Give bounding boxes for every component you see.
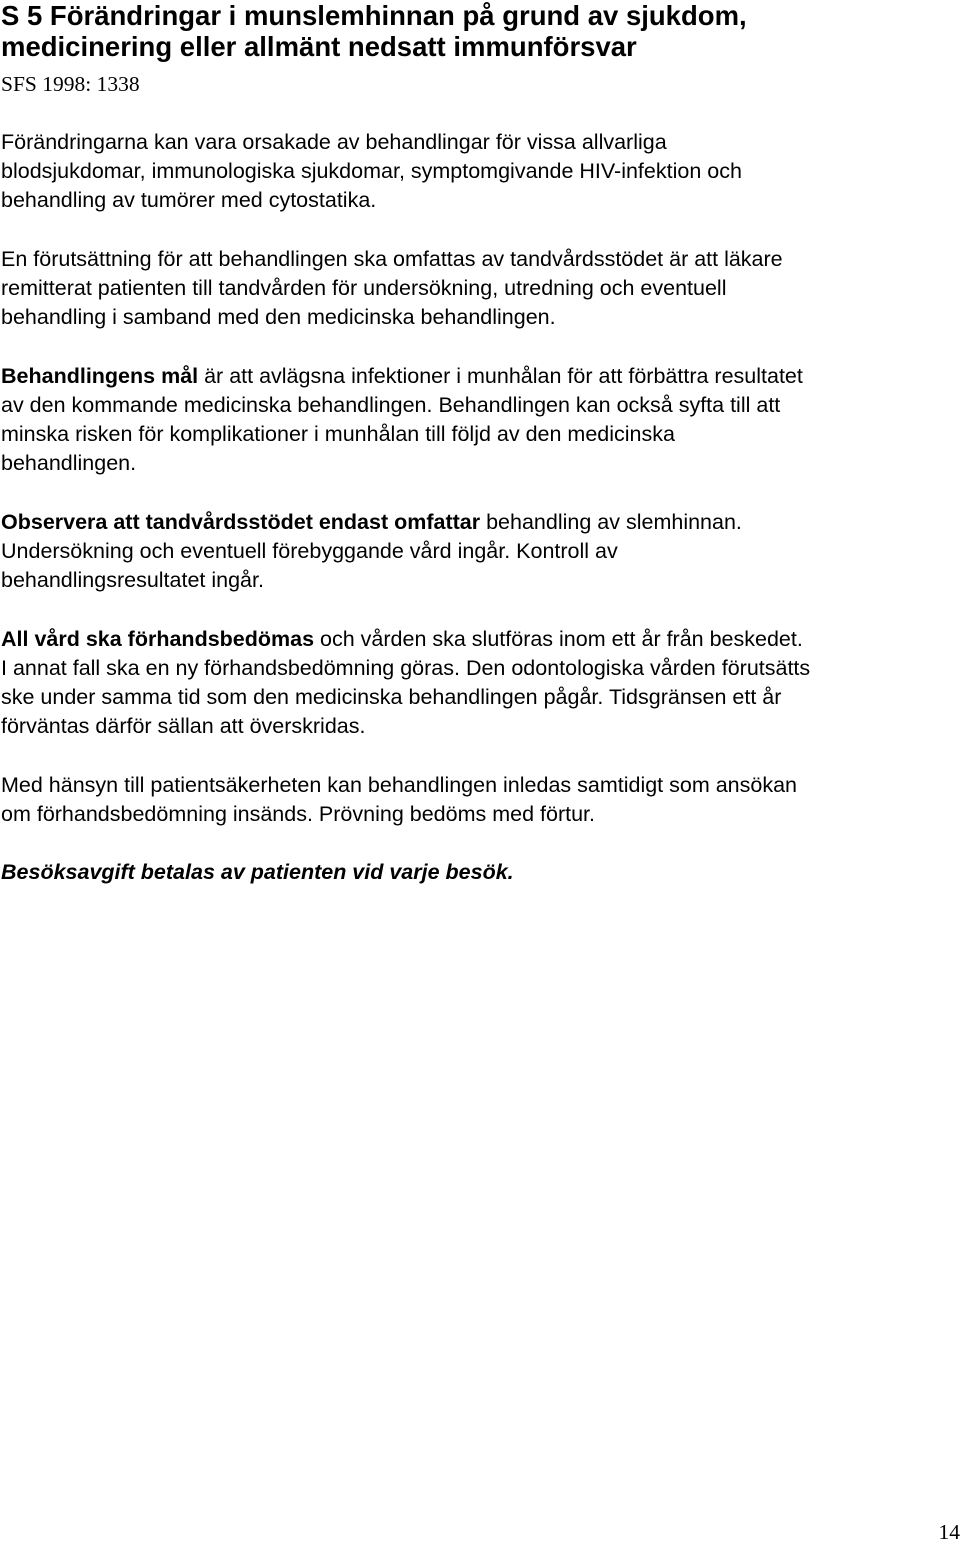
paragraph-referral (1, 245, 956, 332)
text-line: remitterat patienten till tandvården för undersökning, utredning och eventuell (1, 276, 727, 300)
text-line: av den kommande medicinska behandlingen. Behandlingen kan också syfta till att (1, 393, 781, 417)
text-line: minska risken för komplikationer i munhålan till följd av den medicinska (1, 422, 675, 446)
heading-line: S 5 Förändringar i munslemhinnan på grund av sjukdom, (1, 0, 747, 31)
text-line: behandlingsresultatet ingår. (1, 568, 264, 592)
bold-phrase: Observera att tandvårdsstödet endast omfattar (1, 510, 481, 534)
text-run: och vården ska slutföras inom ett år från beskedet. (314, 627, 803, 651)
text-line (1, 625, 956, 654)
paragraph-treatment-goal (1, 362, 956, 478)
paragraph-visit-fee (1, 858, 956, 887)
paragraph-patient-safety (1, 771, 956, 829)
text-line (1, 508, 956, 537)
paragraph-causes (1, 128, 956, 215)
text-line: Undersökning och eventuell förebyggande vård ingår. Kontroll av (1, 539, 618, 563)
text-line: Förändringarna kan vara orsakade av behandlingar för vissa allvarliga (1, 130, 667, 154)
section-heading (1, 0, 956, 62)
text-line: om förhandsbedömning insänds. Prövning bedöms med förtur. (1, 802, 595, 826)
paragraph-pre-assessment (1, 625, 956, 741)
text-line: förväntas därför sällan att överskridas. (1, 714, 366, 738)
text-line: Besöksavgift betalas av patienten vid varje besök. (1, 860, 514, 884)
text-line: ske under samma tid som den medicinska behandlingen pågår. Tidsgränsen ett år (1, 685, 782, 709)
statute-reference: SFS 1998: 1338 (1, 72, 140, 96)
text-line: behandling i samband med den medicinska behandlingen. (1, 305, 556, 329)
text-line: Med hänsyn till patientsäkerheten kan behandlingen inledas samtidigt som ansökan (1, 773, 798, 797)
text-line: behandlingen. (1, 451, 137, 475)
text-line: behandling av tumörer med cytostatika. (1, 188, 377, 212)
text-line: En förutsättning för att behandlingen ska omfattas av tandvårdsstödet är att läkare (1, 247, 783, 271)
text-run: är att avlägsna infektioner i munhålan för att förbättra resultatet (198, 364, 803, 388)
bold-phrase: All vård ska förhandsbedömas (1, 627, 315, 651)
page-number: 14 (938, 1520, 960, 1544)
text-line: I annat fall ska en ny förhandsbedömning göras. Den odontologiska vården förutsätts (1, 656, 811, 680)
text-line: blodsjukdomar, immunologiska sjukdomar, symptomgivande HIV-infektion och (1, 159, 742, 183)
text-line (1, 362, 956, 391)
paragraph-coverage-note (1, 508, 956, 595)
text-run: behandling av slemhinnan. (480, 510, 742, 534)
heading-line: medicinering eller allmänt nedsatt immunförsvar (1, 31, 637, 62)
bold-phrase: Behandlingens mål (1, 364, 199, 388)
